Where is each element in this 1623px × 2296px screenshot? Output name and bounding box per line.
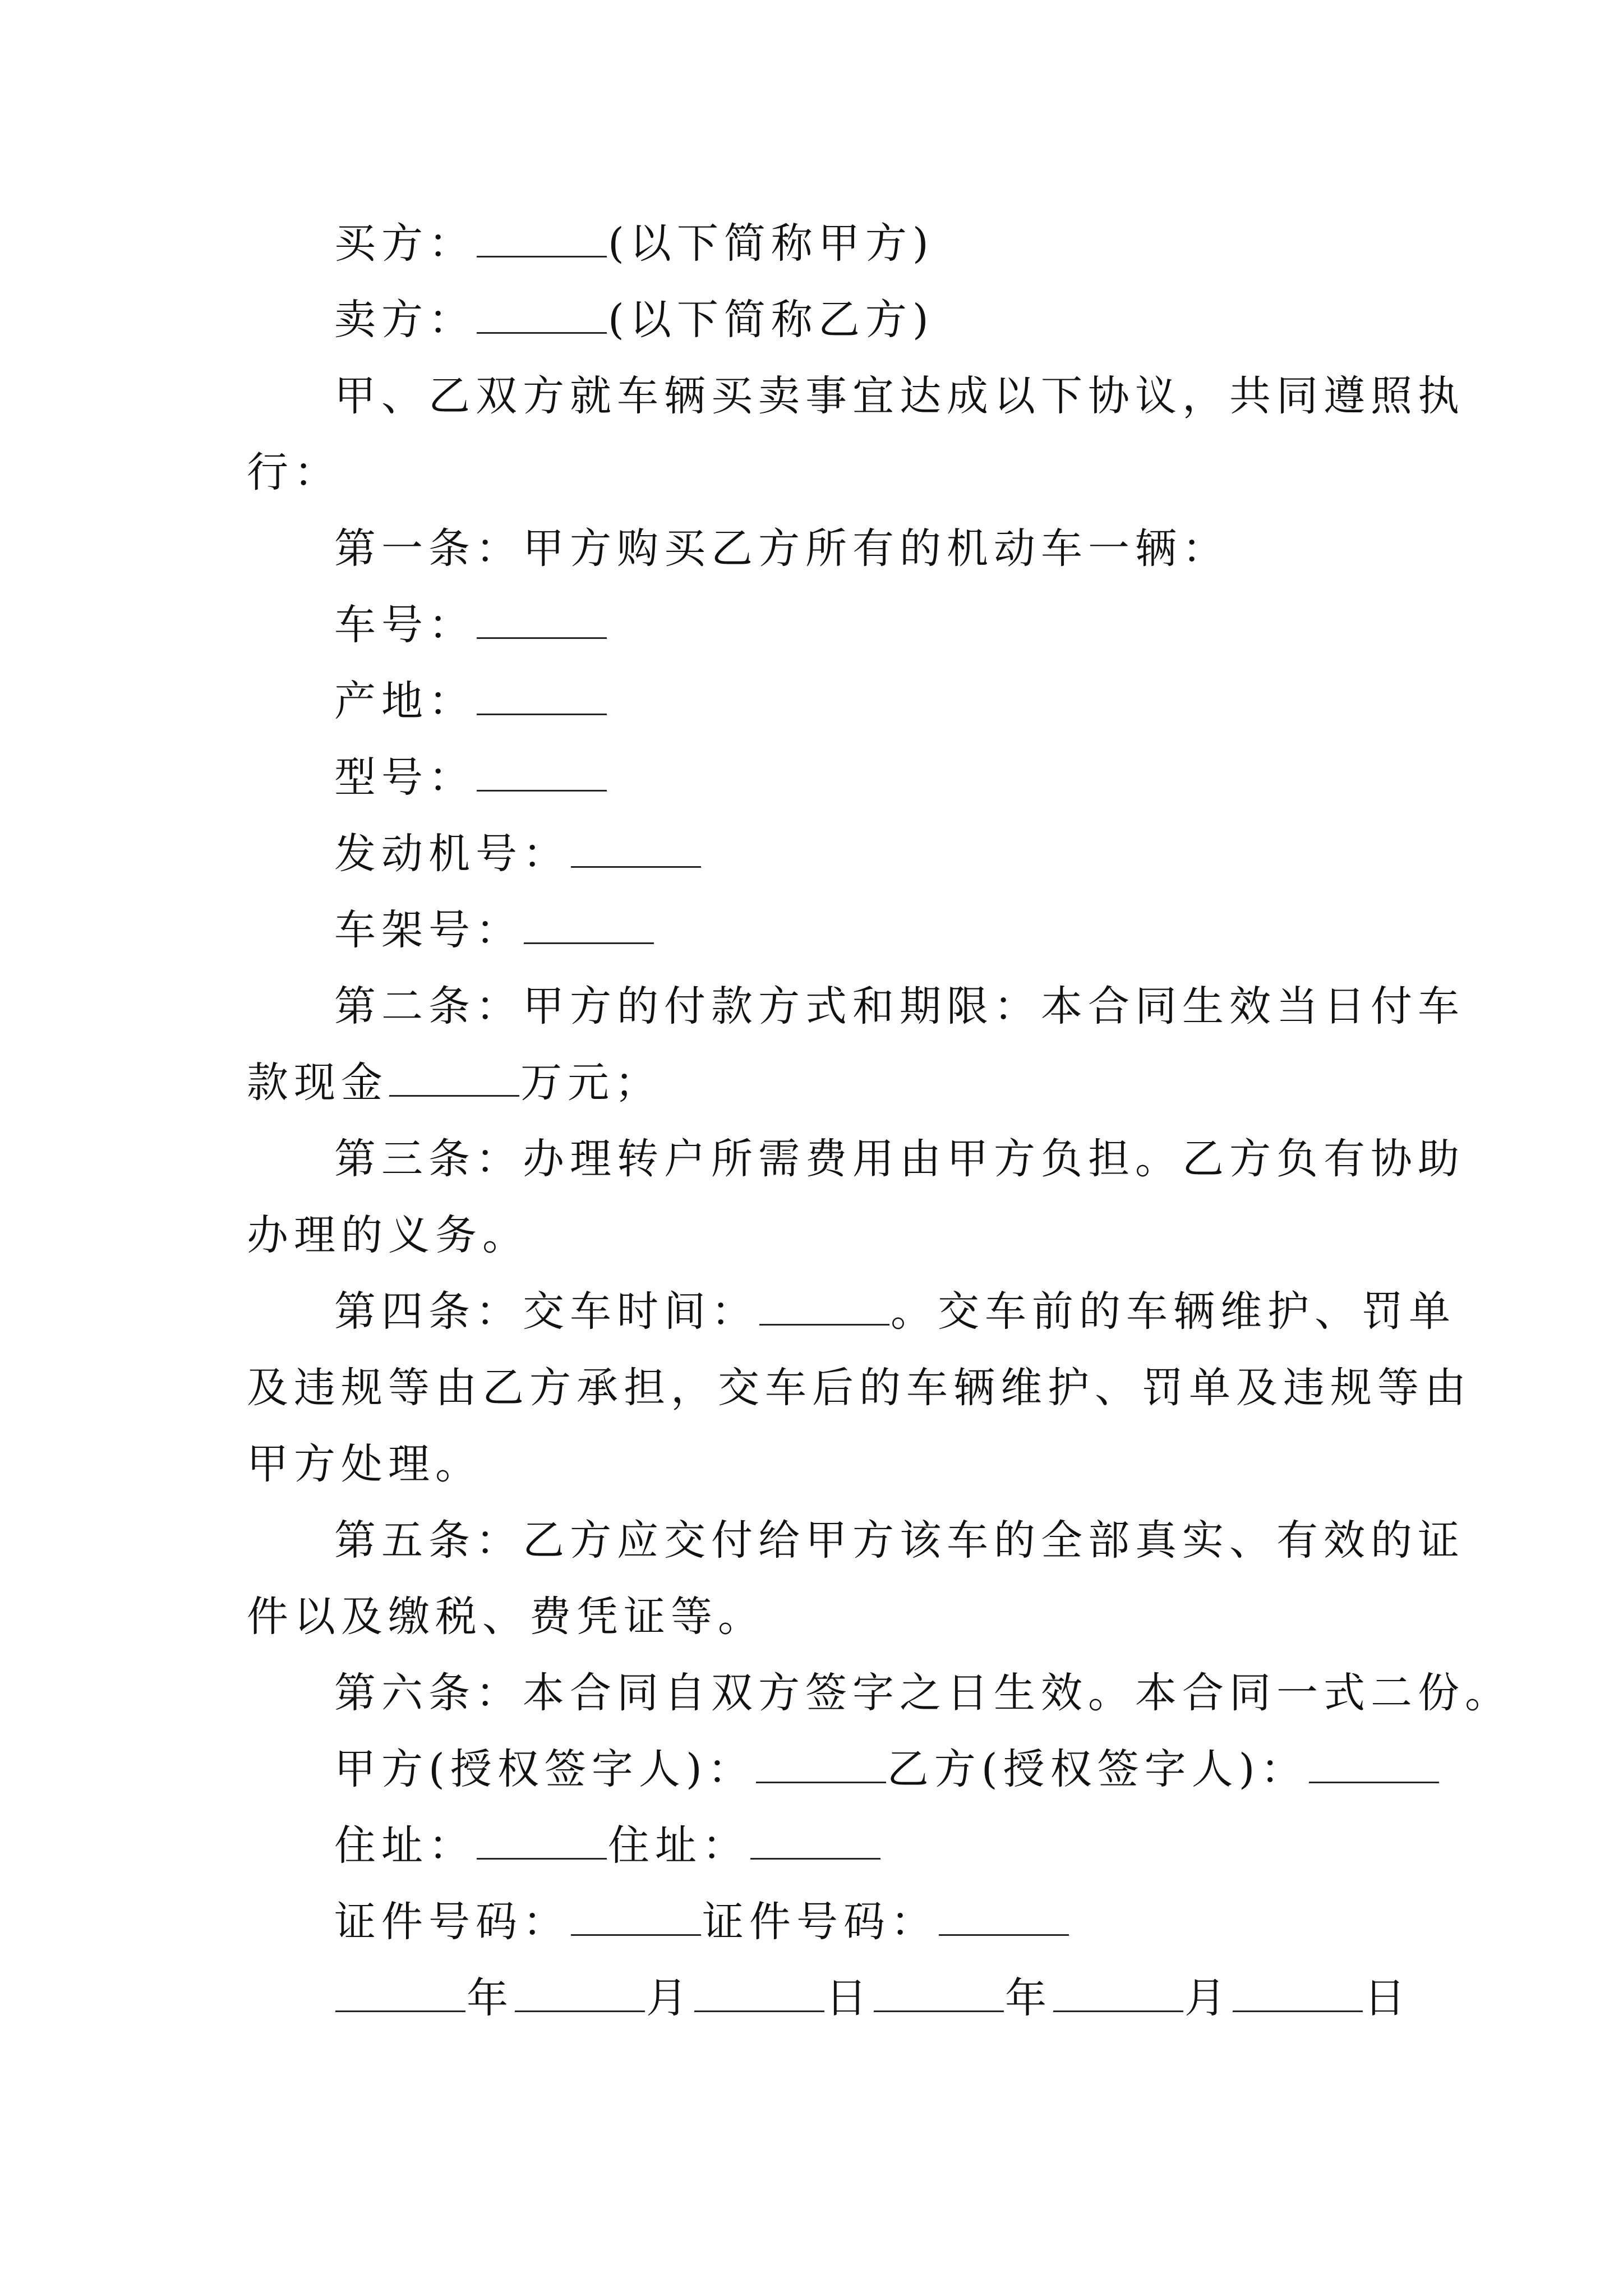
buyer-line xyxy=(334,205,1385,282)
model-blank xyxy=(477,788,607,792)
sign-a-label: 甲方(授权签字人)： xyxy=(334,1745,755,1793)
plate-blank xyxy=(477,635,607,639)
art4-text: 。交车前的车辆维护、罚单 xyxy=(891,1287,1456,1336)
frame-line xyxy=(334,892,1385,968)
engine-blank xyxy=(571,864,701,868)
model-line xyxy=(334,739,1385,816)
year-a-label: 年 xyxy=(467,1974,514,2022)
delivery-time-blank xyxy=(759,1322,889,1326)
id-a-blank xyxy=(571,1932,701,1936)
day-b-blank xyxy=(1233,2008,1363,2012)
address-line xyxy=(334,1807,1385,1884)
art2-unit: 万元； xyxy=(520,1059,662,1107)
article-4-line-3: 甲方处理。 xyxy=(247,1440,482,1488)
art4-label: 第四条：交车时间： xyxy=(334,1287,758,1336)
year-a-blank xyxy=(335,2008,465,2012)
seller-label: 卖方： xyxy=(334,296,476,344)
article-2-line-2 xyxy=(247,1045,1385,1121)
id-b-label: 证件号码： xyxy=(702,1898,938,1946)
plate-label: 车号： xyxy=(334,601,476,649)
seller-blank xyxy=(477,330,607,334)
engine-label: 发动机号： xyxy=(334,830,570,878)
article-3-line-1: 第三条：办理转户所需费用由甲方负担。乙方负有协助 xyxy=(334,1135,1465,1183)
model-label: 型号： xyxy=(334,753,476,802)
frame-label: 车架号： xyxy=(334,906,523,954)
month-a-blank xyxy=(515,2008,645,2012)
intro-line-2: 行： xyxy=(247,448,341,496)
month-b-blank xyxy=(1053,2008,1183,2012)
year-b-label: 年 xyxy=(1005,1974,1052,2022)
date-line xyxy=(334,1960,1411,2036)
article-2-line-1: 第二条：甲方的付款方式和期限：本合同生效当日付车 xyxy=(334,982,1465,1030)
article-6: 第六条：本合同自双方签字之日生效。本合同一式二份。 xyxy=(334,1669,1512,1717)
intro-line-1: 甲、乙双方就车辆买卖事宜达成以下协议，共同遵照执 xyxy=(334,372,1465,420)
art2-cash-label: 款现金 xyxy=(247,1059,388,1107)
buyer-label: 买方： xyxy=(334,219,476,268)
buyer-blank xyxy=(477,254,607,257)
engine-line xyxy=(334,816,1385,892)
month-a-label: 月 xyxy=(646,1974,693,2022)
day-a-blank xyxy=(694,2008,824,2012)
plate-line xyxy=(334,587,1385,663)
frame-blank xyxy=(524,940,654,944)
addr-a-label: 住址： xyxy=(334,1821,476,1870)
id-a-label: 证件号码： xyxy=(334,1898,570,1946)
article-5-line-1: 第五条：乙方应交付给甲方该车的全部真实、有效的证 xyxy=(334,1516,1465,1565)
sign-b-label: 乙方(授权签字人)： xyxy=(887,1745,1308,1793)
origin-line xyxy=(334,663,1385,739)
sign-b-blank xyxy=(1309,1779,1439,1783)
article-4-line-1 xyxy=(334,1273,1456,1350)
year-b-blank xyxy=(874,2008,1004,2012)
addr-b-blank xyxy=(750,1856,880,1860)
cash-blank xyxy=(389,1093,519,1097)
addr-a-blank xyxy=(477,1856,607,1860)
article-1: 第一条：甲方购买乙方所有的机动车一辆： xyxy=(334,524,1229,573)
day-a-label: 日 xyxy=(826,1974,873,2022)
sign-a-blank xyxy=(756,1779,886,1783)
id-b-blank xyxy=(939,1932,1069,1936)
origin-blank xyxy=(477,711,607,715)
month-b-label: 月 xyxy=(1184,1974,1232,2022)
article-5-line-2: 件以及缴税、费凭证等。 xyxy=(247,1593,765,1641)
seller-note: (以下简称乙方) xyxy=(608,296,934,344)
seller-line xyxy=(334,282,1385,358)
buyer-note: (以下简称甲方) xyxy=(608,219,934,268)
id-line xyxy=(334,1884,1385,1960)
signature-line xyxy=(334,1731,1385,1807)
origin-label: 产地： xyxy=(334,677,476,725)
article-4-line-2: 及违规等由乙方承担，交车后的车辆维护、罚单及违规等由 xyxy=(247,1364,1472,1412)
addr-b-label: 住址： xyxy=(608,1821,749,1870)
article-3-line-2: 办理的义务。 xyxy=(247,1211,529,1259)
day-b-label: 日 xyxy=(1364,1974,1411,2022)
